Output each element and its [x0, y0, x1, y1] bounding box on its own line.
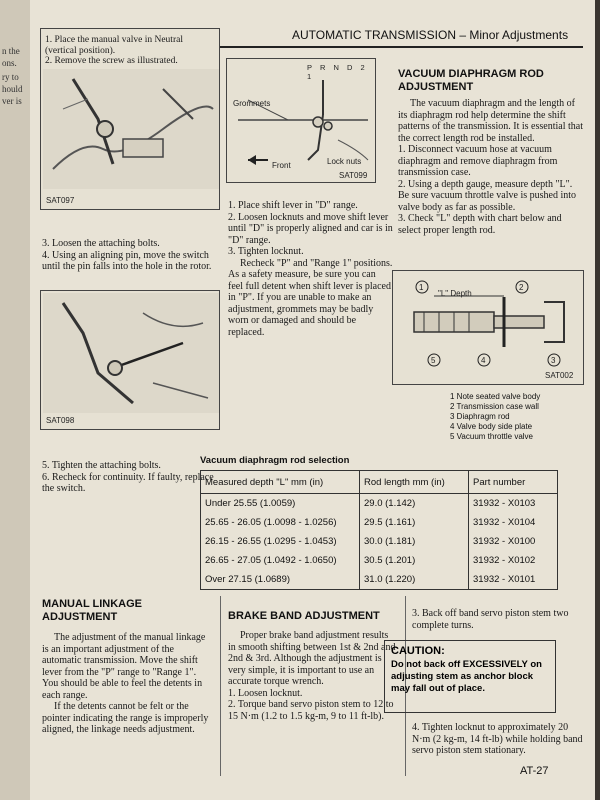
step-text: 3. Check "L" depth with chart below and select proper length rod. [398, 213, 562, 236]
paragraph: Proper brake band adjustment results in smooth shifting between 1st & 2nd and 2nd & 3rd. Although the adjustment is very simple, it is important to use an accurate torque wrench. [228, 630, 396, 687]
step-text: 6. Recheck for continuity. If faulty, replace the switch. [42, 471, 214, 494]
table-header-row [201, 471, 558, 494]
paragraph: Recheck "P" and "Range 1" positions. As a safety measure, be sure you can feel full detent when shift lever is placed in "P". If you are unable to make an adjustment, grommets may be badly worn or damaged and should be replaced. [228, 257, 393, 338]
table-cell: 25.65 - 26.05 (1.0098 - 1.0256) [201, 513, 360, 532]
table-cell: 31932 - X0101 [469, 570, 558, 590]
callout-number: 4 [481, 356, 486, 365]
legend-item: 4 Valve body side plate [450, 422, 533, 431]
step-text: 4. Tighten locknut to approximately 20 N·m (2 kg-m, 14 ft-lb) while holding band servo piston stem stationary. [412, 722, 583, 756]
step-text: 1. Disconnect vacuum hose at vacuum diaphragm and remove diaphragm from transmission case. [398, 144, 558, 178]
step-text: 3. Back off band servo piston stem two complete turns. [412, 608, 569, 631]
table-cell: 30.0 (1.181) [360, 532, 469, 551]
margin-fragment: ons. [2, 58, 17, 68]
table-title: Vacuum diaphragm rod selection [200, 455, 350, 466]
legend-item: 2 Transmission case wall [450, 402, 539, 411]
section-title-brake-band: BRAKE BAND ADJUSTMENT [228, 610, 380, 622]
table-row [201, 532, 558, 551]
column-header: Rod length mm (in) [360, 471, 469, 494]
margin-fragment: n the [2, 46, 20, 56]
margin-fragment: ry to [2, 72, 19, 82]
figure-label: SAT097 [46, 196, 75, 205]
rod-selection-table-wrap [200, 455, 558, 590]
table-cell: 31.0 (1.220) [360, 570, 469, 590]
table-cell: 26.65 - 27.05 (1.0492 - 1.0650) [201, 551, 360, 570]
figure-label: SAT098 [46, 416, 75, 425]
paragraph: The adjustment of the manual linkage is an important adjustment of the automatic transmission. Move the shift lever from the "P" range to "Range 1". You should be able to feel the detents in each range. [42, 632, 206, 701]
column-header: Part number [469, 471, 558, 494]
callout-grommets: Grommets [233, 99, 271, 108]
callout-number: 5 [431, 356, 436, 365]
callout-lock-nuts: Lock nuts [327, 157, 362, 166]
table-row [201, 494, 558, 514]
facing-page-edge [0, 0, 30, 800]
section-title-vacuum: VACUUM DIAPHRAGM ROD ADJUSTMENT [398, 68, 544, 93]
paragraph: The vacuum diaphragm and the length of its diaphragm rod help determine the shift patterns of the transmission. It is essential that the correct length rod be installed. [398, 98, 583, 144]
callout-front: Front [272, 161, 291, 170]
caution-box [384, 640, 556, 713]
table-cell: 31932 - X0103 [469, 494, 558, 514]
step-text: 2. Using a depth gauge, measure depth "L". Be sure vacuum throttle valve is pushed into valve body as far as possible. [398, 178, 577, 213]
caution-title: CAUTION: [391, 645, 445, 657]
step-text: 2. Remove the screw as illustrated. [45, 56, 178, 66]
legend-item: 5 Vacuum throttle valve [450, 432, 534, 441]
table-row [201, 513, 558, 532]
figure-box-3 [226, 58, 376, 183]
page-number: AT-27 [520, 765, 549, 777]
step-text: 3. Loosen the attaching bolts. [42, 238, 160, 249]
table-cell: 29.5 (1.161) [360, 513, 469, 532]
figure-legend [450, 392, 540, 442]
table-row [201, 570, 558, 590]
legend-item: 3 Diaphragm rod [450, 412, 510, 421]
margin-fragment: ver is [2, 96, 22, 106]
margin-fragment: hould [2, 84, 23, 94]
figure-box-1 [40, 28, 220, 210]
manual-page [30, 0, 595, 800]
caution-body: Do not back off EXCESSIVELY on adjusting stem as anchor block may fall out of place. [391, 659, 542, 694]
switch-illustration-1 [43, 69, 219, 189]
column-divider [220, 596, 221, 776]
column-header: Measured depth "L" mm (in) [201, 471, 360, 494]
callout-number: 1 [419, 283, 424, 292]
figure-label: SAT099 [339, 171, 368, 180]
table-cell: 26.15 - 26.55 (1.0295 - 1.0453) [201, 532, 360, 551]
page-header: AUTOMATIC TRANSMISSION – Minor Adjustments [292, 28, 569, 42]
table-cell: 31932 - X0104 [469, 513, 558, 532]
step-text: 2. Torque band servo piston stem to 12 to 15 N·m (1.2 to 1.5 kg-m, 9 to 11 ft-lb). [228, 699, 394, 722]
callout-depth: "L" Depth [438, 289, 472, 298]
step-text: 5. Tighten the attaching bolts. [42, 460, 161, 471]
legend-item: 1 Note seated valve body [450, 392, 541, 401]
figure-label: SAT002 [545, 371, 574, 380]
table-cell: 31932 - X0102 [469, 551, 558, 570]
step-text: 1. Place shift lever in "D" range. [228, 200, 358, 211]
step-text: 2. Loosen locknuts and move shift lever until "D" is properly aligned and car is in "D" range. [228, 211, 393, 246]
figure-box-4 [392, 270, 584, 385]
table-cell: Over 27.15 (1.0689) [201, 570, 360, 590]
table-cell: 29.0 (1.142) [360, 494, 469, 514]
rod-selection-table [200, 470, 558, 590]
step-text: 1. Place the manual valve in Neutral (vertical position). [45, 35, 183, 56]
step-text: 3. Tighten locknut. [228, 246, 304, 257]
table-cell: 30.5 (1.201) [360, 551, 469, 570]
switch-illustration-2 [43, 293, 219, 413]
gear-letters: P R N D 2 1 [307, 63, 368, 81]
section-title-manual-linkage: MANUAL LINKAGE ADJUSTMENT [42, 598, 143, 623]
figure-box-2 [40, 290, 220, 430]
callout-number: 3 [551, 356, 556, 365]
table-cell: Under 25.55 (1.0059) [201, 494, 360, 514]
step-text: 4. Using an aligning pin, move the switch until the pin falls into the hole in the rotor. [42, 249, 212, 272]
callout-number: 2 [519, 283, 524, 292]
table-cell: 31932 - X0100 [469, 532, 558, 551]
paragraph: If the detents cannot be felt or the pointer indicating the range is improperly aligned, the linkage needs adjustment. [42, 701, 209, 735]
table-row [201, 551, 558, 570]
step-text: 1. Loosen locknut. [228, 687, 303, 699]
